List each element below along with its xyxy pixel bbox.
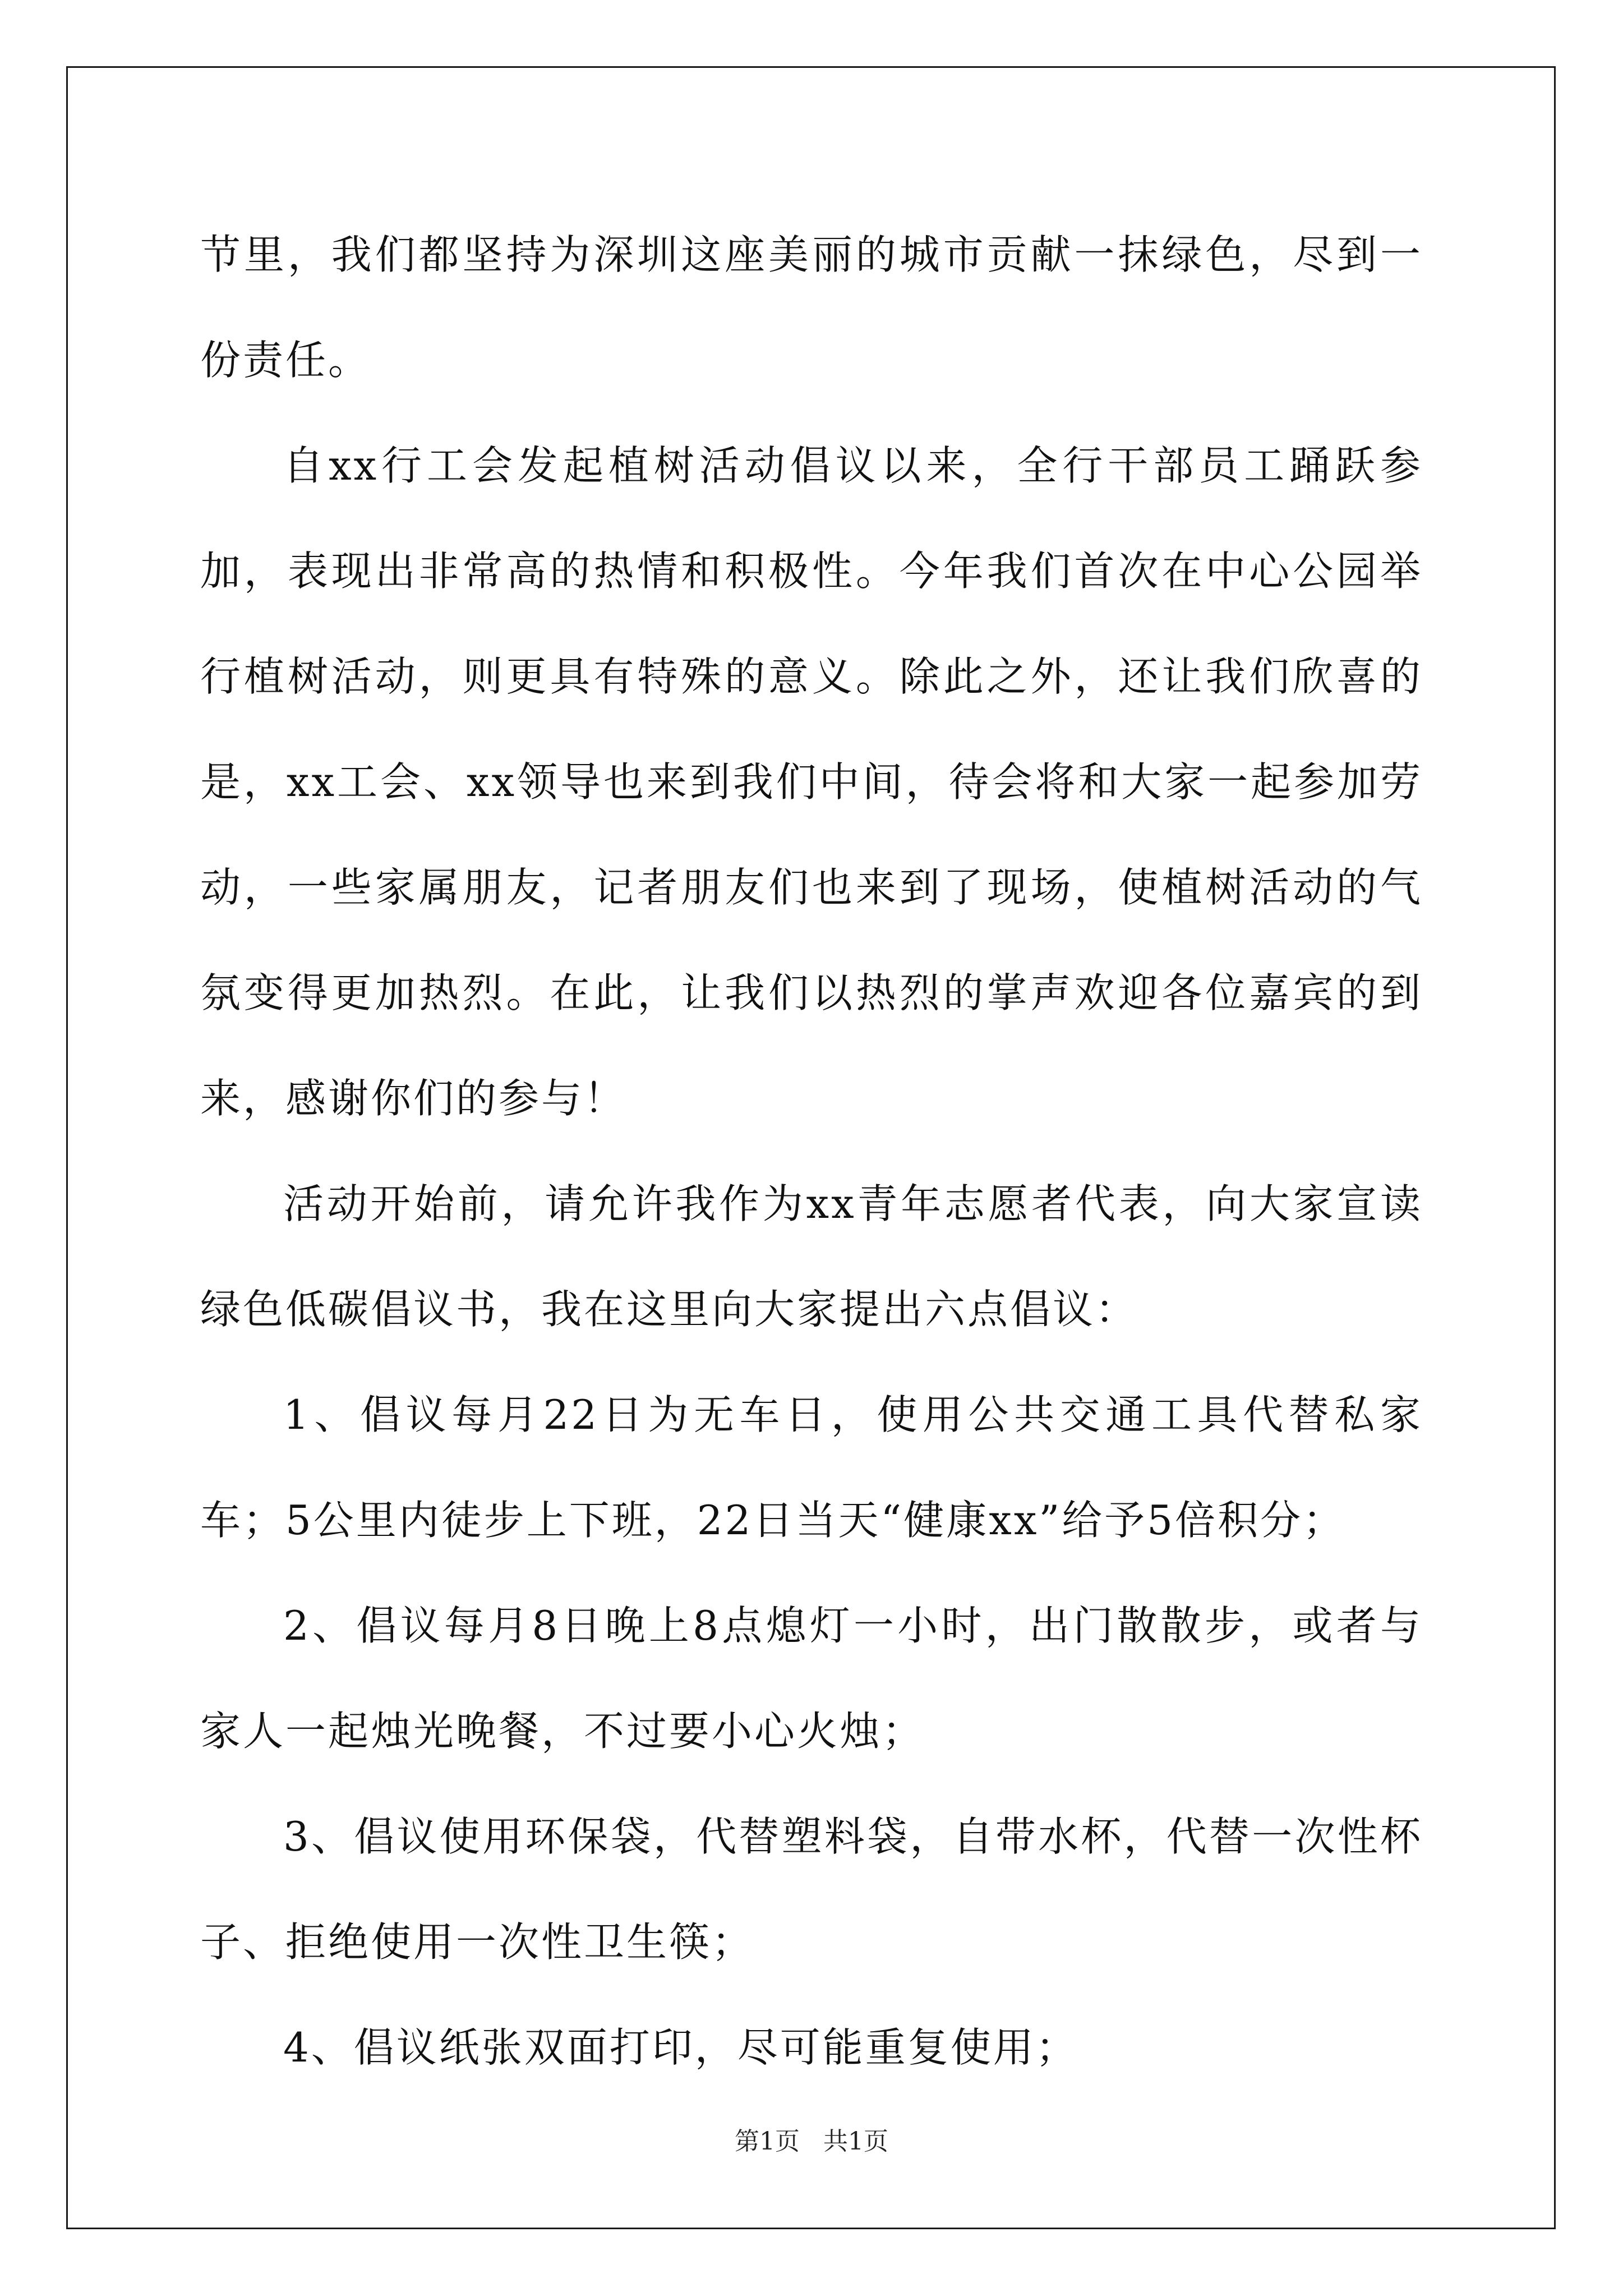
proposal-item-3: 3、倡议使用环保袋，代替塑料袋，自带水杯，代替一次性杯子、拒绝使用一次性卫生筷； bbox=[200, 1813, 1423, 1966]
proposal-item-1: 1、倡议每月22日为无车日，使用公共交通工具代替私家车；5公里内徒步上下班，22日当天“健康xx”给予5倍积分； bbox=[200, 1391, 1423, 1544]
page-footer bbox=[0, 2125, 1623, 2159]
proposal-item-2: 2、倡议每月8日晚上8点熄灯一小时，出门散散步，或者与家人一起烛光晚餐，不过要小心火烛； bbox=[200, 1602, 1423, 1755]
page-total: 共1页 bbox=[823, 2127, 888, 2156]
document-body bbox=[200, 202, 1423, 2100]
paragraph-3: 活动开始前，请允许我作为xx青年志愿者代表，向大家宣读绿色低碳倡议书，我在这里向大家提出六点倡议： bbox=[200, 1180, 1423, 1333]
paragraph-2: 自xx行工会发起植树活动倡议以来，全行干部员工踊跃参加，表现出非常高的热情和积极性。今年我们首次在中心公园举行植树活动，则更具有特殊的意义。除此之外，还让我们欣喜的是，xx工会、xx领导也来到我们中间，待会将和大家一起参加劳动，一些家属朋友，记者朋友们也来到了现场，使植树活动的气氛变得更加热烈。在此，让我们以热烈的掌声欢迎各位嘉宾的到来，感谢你们的参与！ bbox=[200, 442, 1423, 1122]
paragraph-1: 节里，我们都坚持为深圳这座美丽的城市贡献一抹绿色，尽到一份责任。 bbox=[200, 231, 1423, 384]
proposal-item-4: 4、倡议纸张双面打印，尽可能重复使用； bbox=[283, 2024, 1078, 2071]
page-number: 第1页 bbox=[735, 2127, 800, 2156]
